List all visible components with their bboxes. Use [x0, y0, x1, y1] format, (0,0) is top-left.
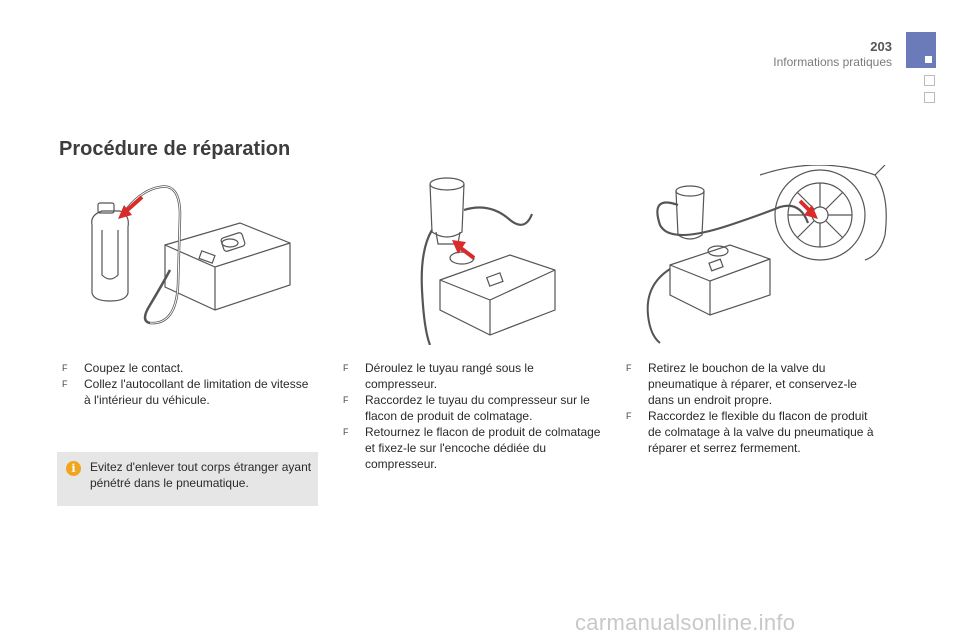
illustration-canister-on-compressor	[400, 170, 570, 345]
checkbox-bullet-icon: F	[626, 363, 632, 373]
chapter-tab-marker	[925, 56, 932, 63]
checkbox-bullet-icon: F	[343, 395, 349, 405]
page-number: 203	[870, 39, 892, 54]
instructions-column-3	[626, 360, 884, 456]
info-icon: i	[66, 461, 81, 476]
checkbox-bullet-icon: F	[626, 411, 632, 421]
section-label: Informations pratiques	[773, 55, 892, 69]
checkbox-bullet-icon: F	[62, 379, 68, 389]
info-note	[57, 452, 318, 506]
instruction-text: Retirez le bouchon de la valve du pneumatique à réparer, et conservez-le dans un endroit propre.	[648, 361, 857, 407]
page-title: Procédure de réparation	[59, 138, 291, 160]
checkbox-bullet-icon: F	[62, 363, 68, 373]
instructions-column-1	[62, 360, 317, 408]
instruction-text: Raccordez le tuyau du compresseur sur le flacon de produit de colmatage.	[365, 393, 590, 423]
instructions-column-2	[343, 360, 601, 472]
instruction-step	[343, 424, 601, 472]
instruction-step	[626, 408, 884, 456]
checkbox-bullet-icon: F	[343, 427, 349, 437]
checkbox-bullet-icon: F	[343, 363, 349, 373]
chapter-tab	[906, 32, 936, 68]
instruction-text: Déroulez le tuyau rangé sous le compresseur.	[365, 361, 534, 391]
instruction-text: Raccordez le flexible du flacon de produit de colmatage à la valve du pneumatique à réparer et serrez fermement.	[648, 409, 874, 455]
note-text: Evitez d'enlever tout corps étranger ayant pénétré dans le pneumatique.	[90, 460, 312, 490]
watermark: carmanualsonline.info	[575, 610, 796, 635]
instruction-step	[343, 392, 601, 424]
instruction-step	[62, 376, 317, 408]
instruction-step	[62, 360, 317, 376]
chapter-box	[924, 75, 935, 86]
instruction-text: Retournez le flacon de produit de colmatage et fixez-le sur l'encoche dédiée du compresseur.	[365, 425, 601, 471]
illustration-wheel-connection	[640, 165, 890, 345]
instruction-text: Collez l'autocollant de limitation de vitesse à l'intérieur du véhicule.	[84, 377, 309, 407]
chapter-box	[924, 92, 935, 103]
illustration-compressor-bottle	[80, 175, 300, 345]
instruction-step	[343, 360, 601, 392]
instruction-text: Coupez le contact.	[84, 361, 184, 375]
instruction-step	[626, 360, 884, 408]
